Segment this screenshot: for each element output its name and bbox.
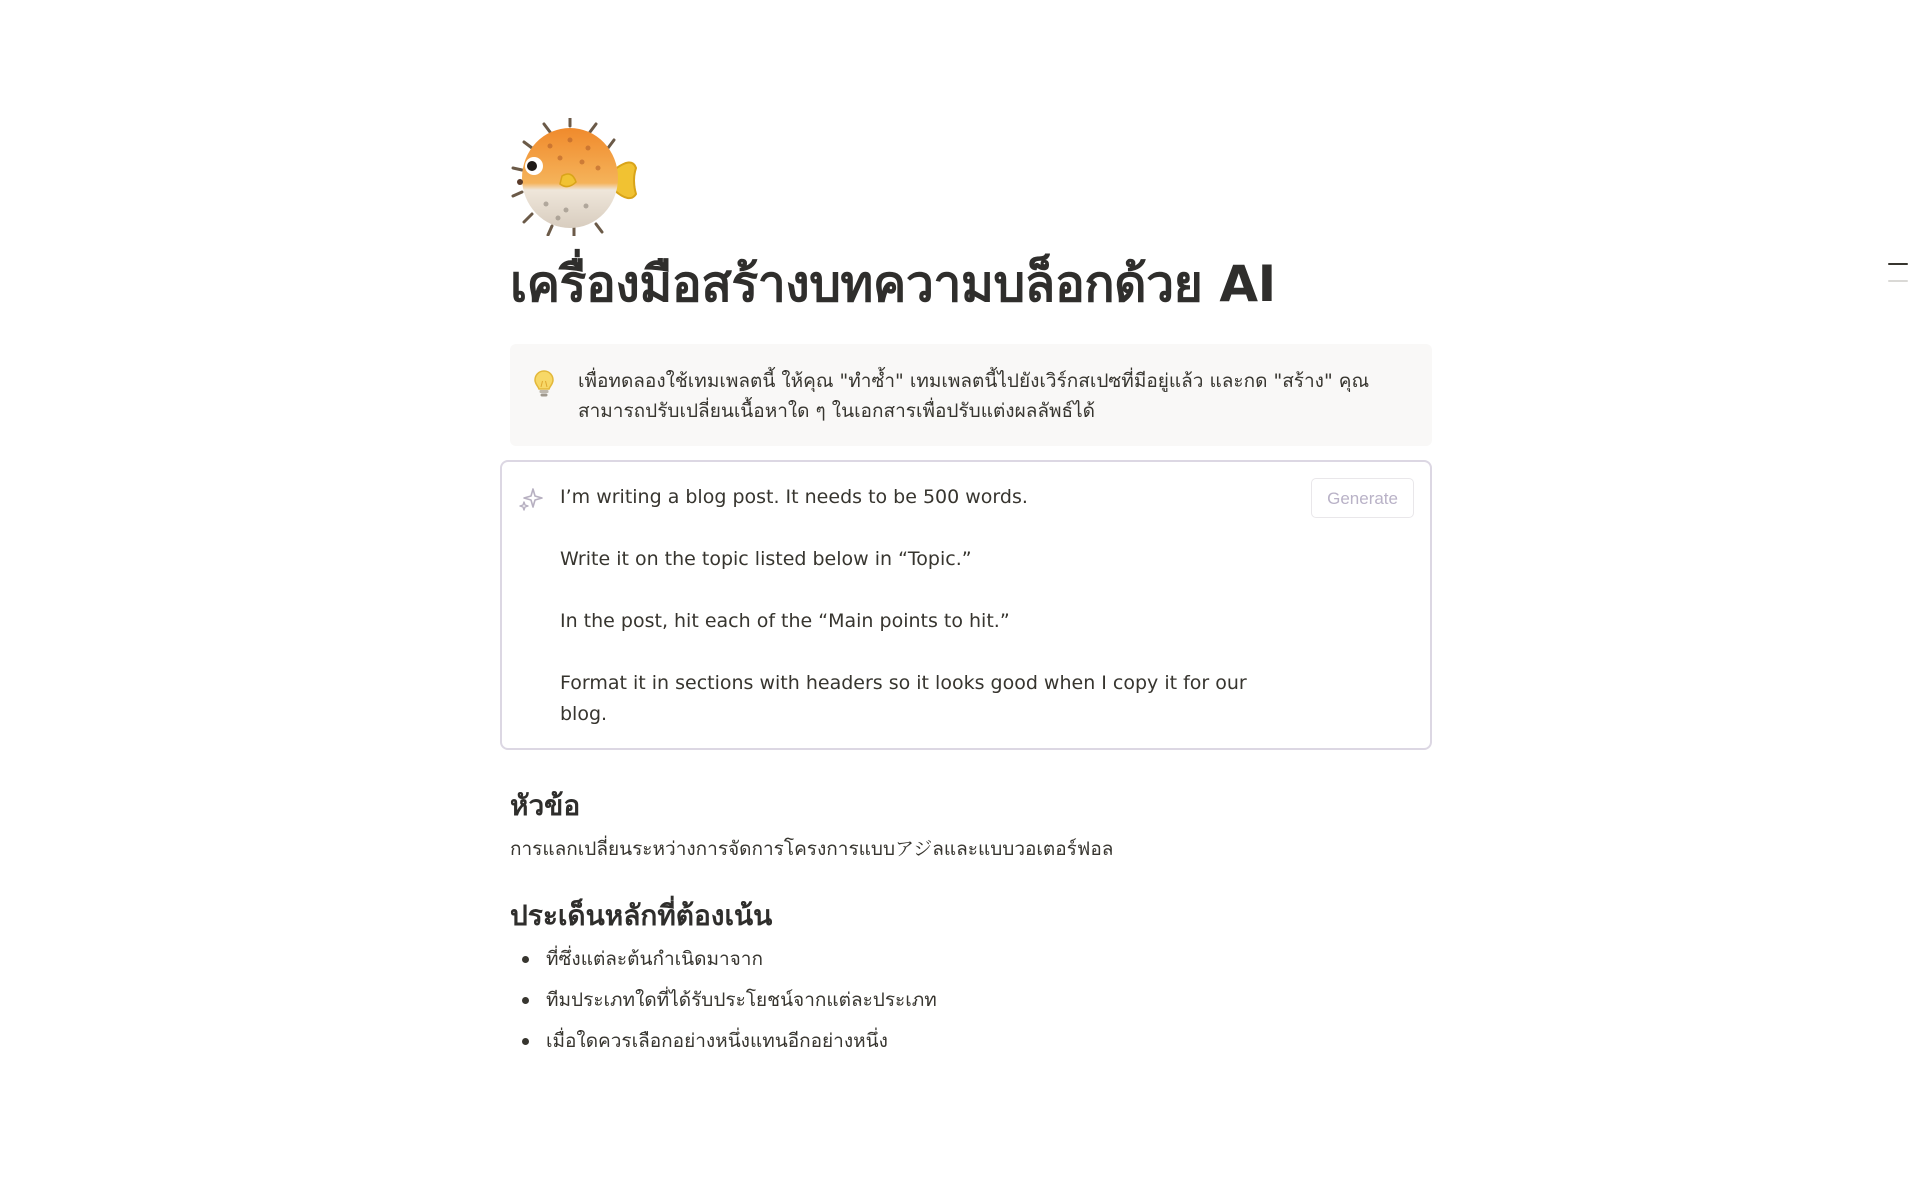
main-points-list (510, 944, 1432, 1056)
blowfish-emoji-icon[interactable] (510, 118, 640, 236)
table-of-contents-indicator[interactable] (1888, 263, 1908, 282)
ai-prompt-block[interactable] (500, 460, 1432, 750)
prompt-line[interactable]: Format it in sections with headers so it looks good when I copy it for our blog. (560, 672, 1247, 725)
list-item[interactable] (510, 1026, 1432, 1056)
list-item[interactable] (510, 944, 1432, 974)
list-item[interactable] (510, 985, 1432, 1015)
callout-text: เพื่อทดลองใช้เทมเพลตนี้ ให้คุณ "ทำซ้ำ" เทมเพลตนี้ไปยังเวิร์กสเปซที่มีอยู่แล้ว และกด "สร้าง" คุณสามารถปรับเปลี่ยนเนื้อหาใด ๆ ในเอกสารเพื่อปรับแต่งผลลัพธ์ได้ (578, 370, 1370, 422)
topic-heading[interactable]: หัวข้อ (510, 789, 581, 822)
sparkle-icon (518, 486, 544, 512)
prompt-line[interactable]: I’m writing a blog post. It needs to be 500 words. (560, 486, 1028, 508)
bullet-icon (522, 956, 529, 963)
prompt-line[interactable]: In the post, hit each of the “Main points to hit.” (560, 610, 1010, 632)
bullet-icon (522, 997, 529, 1004)
toc-line[interactable] (1888, 280, 1908, 282)
list-item-text: ที่ซึ่งแต่ละต้นกำเนิดมาจาก (546, 948, 763, 970)
generate-button[interactable]: Generate (1311, 478, 1414, 518)
toc-line-active[interactable] (1888, 263, 1908, 265)
list-item-text: เมื่อใดควรเลือกอย่างหนึ่งแทนอีกอย่างหนึ่ง (546, 1030, 888, 1052)
prompt-line[interactable]: Write it on the topic listed below in “Topic.” (560, 548, 972, 570)
topic-text[interactable]: การแลกเปลี่ยนระหว่างการจัดการโครงการแบบアジลและแบบวอเตอร์ฟอล (510, 838, 1114, 860)
list-item-text: ทีมประเภทใดที่ได้รับประโยชน์จากแต่ละประเภท (546, 989, 937, 1011)
lightbulb-icon (530, 368, 558, 398)
page-content (510, 118, 1432, 1067)
bullet-icon (522, 1038, 529, 1045)
page-title[interactable]: เครื่องมือสร้างบทความบล็อกด้วย AI (510, 255, 1276, 313)
main-points-heading[interactable]: ประเด็นหลักที่ต้องเน้น (510, 899, 773, 932)
callout-block[interactable] (510, 344, 1432, 446)
